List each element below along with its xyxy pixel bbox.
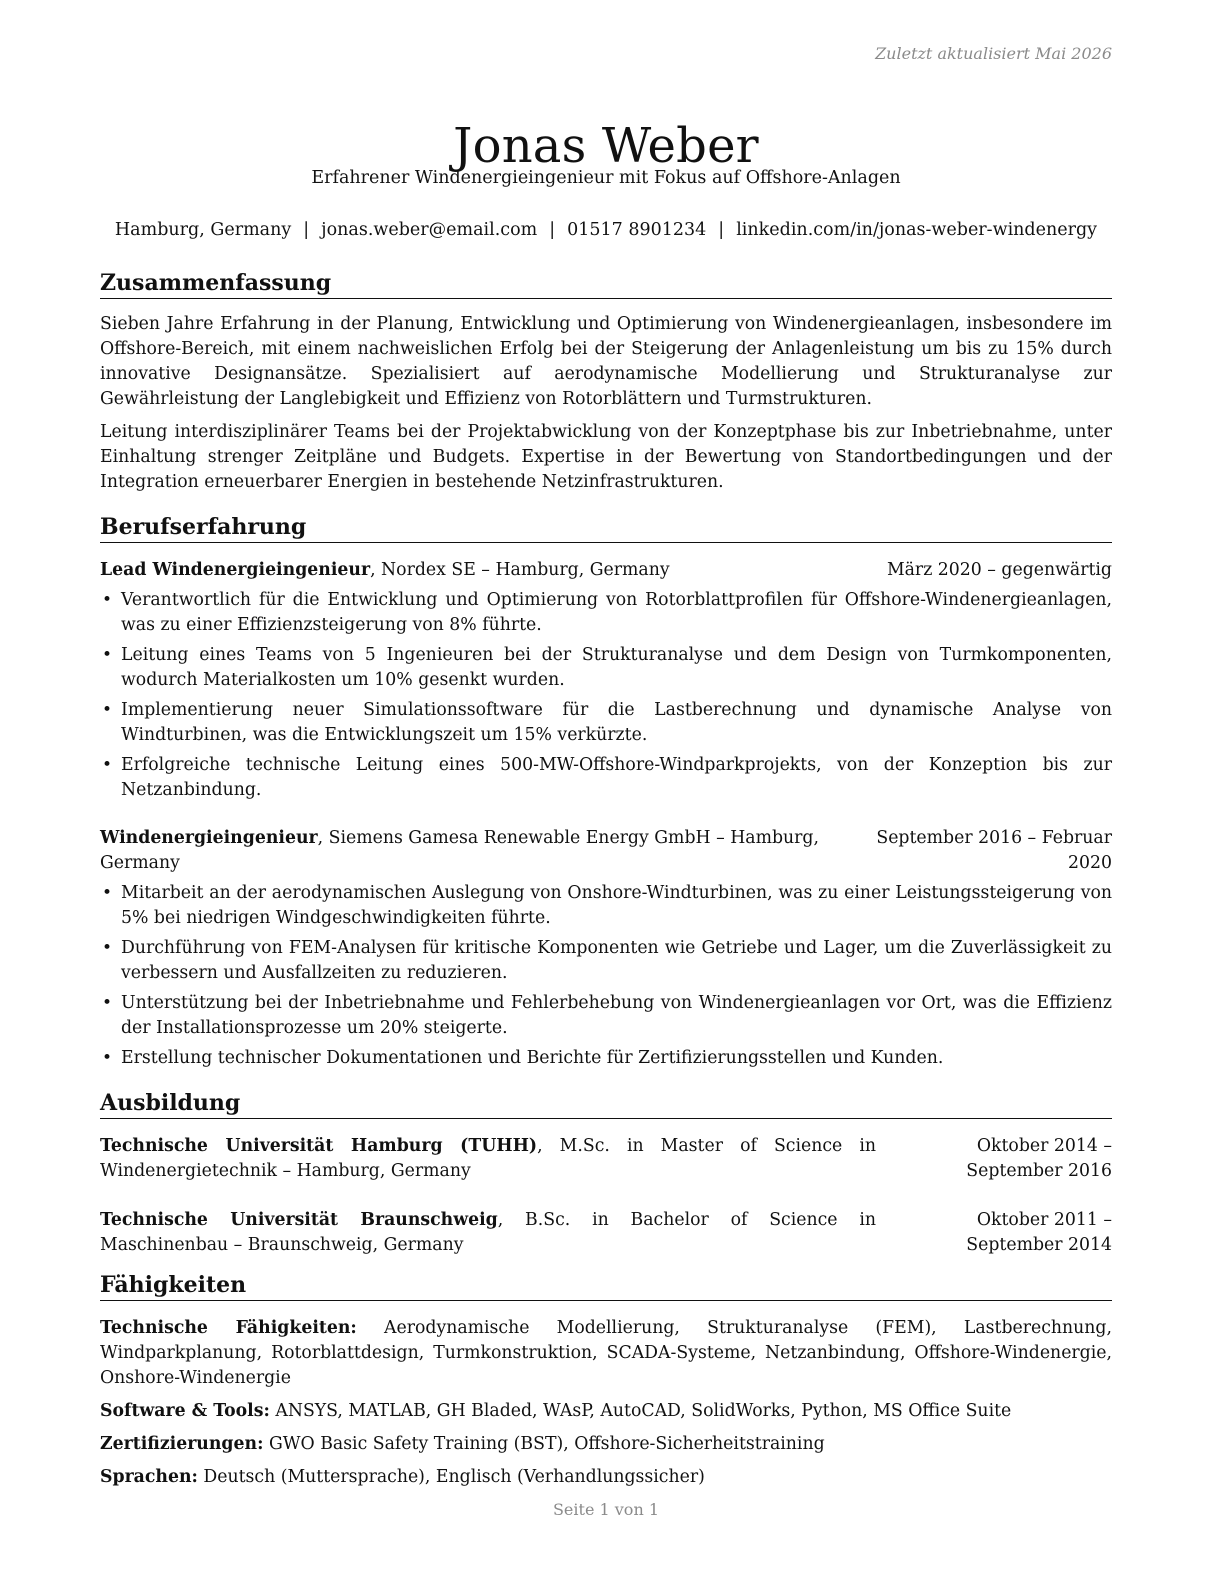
job-company: , Nordex SE – Hamburg, Germany: [370, 560, 670, 580]
resume-page: [100, 0, 1112, 1584]
bullet-item: • Verantwortlich für die Entwicklung und Optimierung von Rotorblattprofilen für Offshore-Windenergieanlagen, was zu einer Effizienzsteigerung von 8% führte.: [102, 590, 1112, 635]
education-dates: Oktober 2011 – September 2014: [966, 1210, 1112, 1255]
job-header: [100, 558, 1112, 583]
skill-label: Software & Tools:: [100, 1401, 270, 1421]
education-entry: [100, 1134, 1112, 1184]
contact-linkedin[interactable]: linkedin.com/in/jonas-weber-windenergy: [736, 220, 1098, 240]
job-bullets: [100, 881, 1112, 1071]
job-entry: [100, 826, 1112, 1071]
contact-separator: |: [718, 220, 725, 240]
skill-row: [100, 1316, 1112, 1391]
summary-section: [100, 270, 1112, 495]
skill-value: GWO Basic Safety Training (BST), Offshore-Sicherheitstraining: [263, 1434, 825, 1454]
job-header: [100, 826, 1112, 876]
contact-separator: |: [549, 220, 556, 240]
job-dates: September 2016 – Februar 2020: [876, 828, 1112, 873]
skill-row: [100, 1399, 1112, 1424]
education-degree: , M.Sc. in Master of Science in Windenergietechnik – Hamburg, Germany: [100, 1136, 876, 1181]
bullet-icon: •: [102, 645, 113, 665]
education-entry: [100, 1208, 1112, 1258]
tagline: Erfahrener Windenergieingenieur mit Fokus auf Offshore-Anlagen: [311, 168, 901, 188]
candidate-name: Jonas Weber: [453, 118, 759, 175]
skill-label: Zertifizierungen:: [100, 1434, 264, 1454]
skill-value: ANSYS, MATLAB, GH Bladed, WAsP, AutoCAD, SolidWorks, Python, MS Office Suite: [269, 1401, 1012, 1421]
summary-paragraph: Sieben Jahre Erfahrung in der Planung, Entwicklung und Optimierung von Windenergieanlagen, insbesondere im Offshore-Bereich, mit einem nachweislichen Erfolg bei der Steigerung der Anlagenleistung um bis zu 15% durch innovative Designansätze. Spezialisiert auf aerodynamische Modellierung und Strukturanalyse zur Gewährleistung der Langlebigkeit und Effizienz von Rotorblättern und Turmstrukturen.: [100, 314, 1112, 409]
skills-section: [100, 1272, 1112, 1490]
bullet-icon: •: [102, 993, 113, 1013]
skill-label: Sprachen:: [100, 1467, 198, 1487]
bullet-icon: •: [102, 700, 113, 720]
contact-phone[interactable]: 01517 8901234: [567, 220, 707, 240]
contact-location: Hamburg, Germany: [114, 220, 292, 240]
education-school: Technische Universität Hamburg (TUHH): [100, 1136, 538, 1156]
education-degree: , B.Sc. in Bachelor of Science in Maschinenbau – Braunschweig, Germany: [100, 1210, 876, 1255]
education-section: [100, 1090, 1112, 1258]
skill-label: Technische Fähigkeiten:: [100, 1318, 357, 1338]
skill-row: [100, 1465, 1112, 1490]
job-role: Windenergieingenieur: [100, 828, 318, 848]
experience-section: [100, 514, 1112, 1071]
section-title-skills: Fähigkeiten: [100, 1272, 1112, 1301]
bullet-item: • Erfolgreiche technische Leitung eines 500-MW-Offshore-Windparkprojekts, von der Konzeption bis zur Netzanbindung.: [102, 755, 1112, 800]
job-role: Lead Windenergieingenieur: [100, 560, 371, 580]
skill-value: Deutsch (Muttersprache), Englisch (Verhandlungssicher): [197, 1467, 705, 1487]
section-title-experience: Berufserfahrung: [100, 514, 1112, 543]
job-bullets: [100, 588, 1112, 803]
skill-value: Aerodynamische Modellierung, Strukturanalyse (FEM), Lastberechnung, Windparkplanung, Rotorblattdesign, Turmkonstruktion, SCADA-Systeme, Netzanbindung, Offshore-Windenergie, Onshore-Windenergie: [100, 1318, 1112, 1388]
contact-email[interactable]: jonas.weber@email.com: [321, 220, 538, 240]
job-company: , Siemens Gamesa Renewable Energy GmbH – Hamburg, Germany: [100, 828, 819, 873]
section-title-education: Ausbildung: [100, 1090, 1112, 1119]
bullet-item: • Mitarbeit an der aerodynamischen Auslegung von Onshore-Windturbinen, was zu einer Leistungssteigerung von 5% bei niedrigen Windgeschwindigkeiten führte.: [102, 883, 1112, 928]
education-dates: Oktober 2014 – September 2016: [966, 1136, 1112, 1181]
bullet-item: • Durchführung von FEM-Analysen für kritische Komponenten wie Getriebe und Lager, um die Zuverlässigkeit zu verbessern und Ausfallzeiten zu reduzieren.: [102, 938, 1112, 983]
summary-paragraph: Leitung interdisziplinärer Teams bei der Projektabwicklung von der Konzeptphase bis zur Inbetriebnahme, unter Einhaltung strenger Zeitpläne und Budgets. Expertise in der Bewertung von Standortbedingungen und der Integration erneuerbarer Energien in bestehende Netzinfrastrukturen.: [100, 422, 1112, 492]
last-updated: Zuletzt aktualisiert Mai 2026: [875, 44, 1112, 63]
job-dates: März 2020 – gegenwärtig: [886, 560, 1112, 580]
bullet-item: • Implementierung neuer Simulationssoftware für die Lastberechnung und dynamische Analyse von Windturbinen, was die Entwicklungszeit um 15% verkürzte.: [102, 700, 1112, 745]
contact-separator: |: [303, 220, 310, 240]
bullet-icon: •: [102, 755, 113, 775]
bullet-icon: •: [102, 590, 113, 610]
page-number: Seite 1 von 1: [552, 1500, 660, 1519]
contact-line: [90, 220, 1122, 240]
skill-row: [100, 1432, 1112, 1457]
bullet-item: • Erstellung technischer Dokumentationen und Berichte für Zertifizierungsstellen und Kunden.: [100, 1046, 1112, 1071]
section-title-summary: Zusammenfassung: [100, 270, 1112, 299]
bullet-item: • Leitung eines Teams von 5 Ingenieuren bei der Strukturanalyse und dem Design von Turmkomponenten, wodurch Materialkosten um 10% gesenkt wurden.: [102, 645, 1112, 690]
job-entry: [100, 558, 1112, 803]
bullet-icon: •: [102, 883, 113, 903]
bullet-icon: •: [102, 1048, 113, 1068]
bullet-item: • Unterstützung bei der Inbetriebnahme und Fehlerbehebung von Windenergieanlagen vor Ort, was die Effizienz der Installationsprozesse um 20% steigerte.: [102, 993, 1112, 1038]
education-school: Technische Universität Braunschweig: [100, 1210, 498, 1230]
bullet-icon: •: [102, 938, 113, 958]
